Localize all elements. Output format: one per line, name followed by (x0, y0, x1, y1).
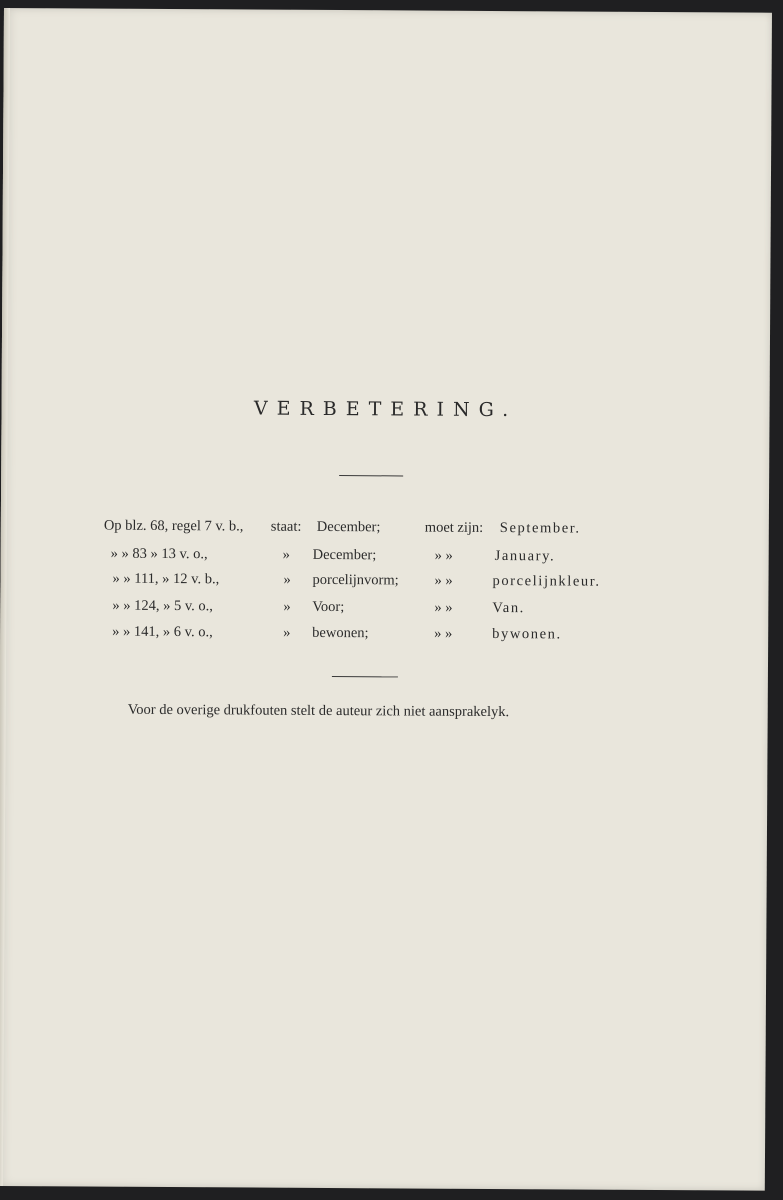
errata-reference: » » 124, » 5 v. o., (112, 597, 213, 615)
page-title: VERBETERING. (253, 397, 518, 422)
errata-correction-label: » » (434, 547, 453, 564)
errata-row (1, 545, 769, 574)
errata-row (0, 597, 768, 626)
errata-row (0, 623, 768, 652)
errata-correct-text: bywonen. (492, 625, 562, 643)
errata-wrong-text: bewonen; (312, 624, 369, 642)
errata-reference: » » 141, » 6 v. o., (112, 623, 213, 641)
errata-staat-label: » (283, 571, 291, 588)
book-page (0, 8, 772, 1191)
errata-staat-label: » (283, 598, 291, 615)
errata-correction-label: » » (434, 599, 453, 616)
errata-correct-text: September. (499, 520, 581, 537)
errata-staat-label: staat: (270, 518, 302, 535)
errata-correction-label: » » (434, 625, 453, 642)
errata-wrong-text: Voor; (312, 598, 345, 616)
section-divider (332, 676, 398, 677)
disclaimer-note: Voor de overige drukfouten stelt de auteur zich niet aansprakelyk. (127, 701, 510, 721)
errata-reference: Op blz. 68, regel 7 v. b., (103, 517, 244, 535)
errata-row (1, 517, 769, 546)
errata-row (0, 570, 768, 599)
errata-wrong-text: December; (316, 518, 381, 536)
errata-wrong-text: December; (312, 546, 377, 564)
errata-correction-label: » » (434, 572, 453, 589)
title-divider (339, 475, 403, 476)
errata-correct-text: porcelijnkleur. (492, 572, 601, 590)
errata-correct-text: January. (494, 548, 556, 565)
errata-reference: » » 111, » 12 v. b., (112, 570, 220, 588)
errata-correction-label: moet zijn: (424, 519, 484, 536)
errata-correct-text: Van. (492, 599, 525, 617)
errata-staat-label: » (282, 546, 290, 563)
errata-reference: » » 83 » 13 v. o., (110, 545, 208, 563)
errata-staat-label: » (283, 624, 291, 641)
errata-wrong-text: porcelijnvorm; (312, 571, 399, 589)
